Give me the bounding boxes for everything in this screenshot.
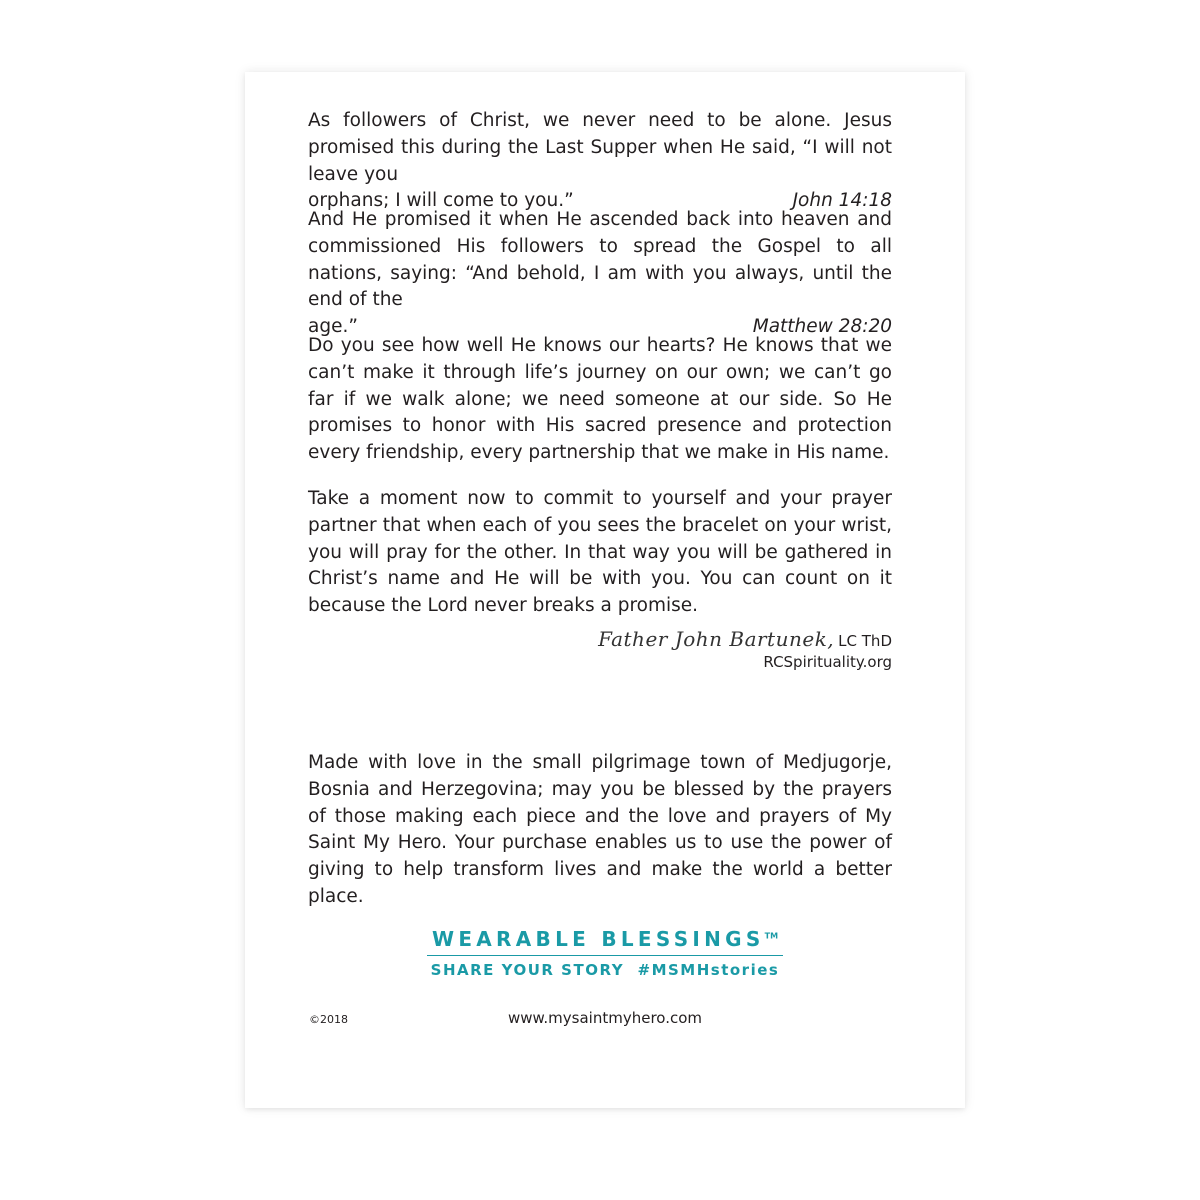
paragraph-last-line: age.”	[308, 316, 358, 338]
paragraph-text: And He promised it when He ascended back into heaven and commissioned His followers to spread the Gospel to all nations, saying: “And behold, I am with you always, until the end of the	[308, 209, 892, 311]
paragraph-matthew	[308, 207, 892, 341]
brand-title-text: WEARABLE BLESSINGS	[431, 927, 765, 951]
citation-john: John 14:18	[792, 190, 892, 212]
brand-divider	[427, 955, 783, 956]
about-paragraph: Made with love in the small pilgrimage town of Medjugorje, Bosnia and Herzegovina; may you be blessed by the prayers of those making each piece and the love and prayers of My Saint My Hero. Your purchase enables us to use the power of giving to help transform lives and make the world a better place.	[308, 752, 892, 907]
paragraph-john	[308, 108, 892, 215]
copyright: ©2018	[309, 1013, 348, 1026]
trademark-mark: TM	[764, 931, 779, 941]
paragraph-last-line: orphans; I will come to you.”	[308, 190, 574, 212]
brand-title	[432, 927, 778, 955]
paragraph-text: As followers of Christ, we never need to be alone. Jesus promised this during the Last Supper when He said, “I will not leave you	[308, 110, 892, 185]
prayer-card	[245, 72, 965, 1108]
signature-website: RCSpirituality.org	[763, 653, 892, 671]
signature-block	[308, 627, 892, 671]
website-url: www.mysaintmyhero.com	[507, 1009, 703, 1027]
brand-block	[245, 927, 965, 979]
paragraph-hearts: Do you see how well He knows our hearts? He knows that we can’t make it through life’s journey on our own; we can’t go far if we walk alone; we need someone at our side. So He promises to honor with His sacred presence and protection every friendship, every partnership that we make in His name.	[308, 335, 892, 464]
paragraph-commit: Take a moment now to commit to yourself and your prayer partner that when each of you sees the bracelet on your wrist, you will pray for the other. In that way you will be gathered in Christ’s name and He will be with you. You can count on it because the Lord never breaks a promise.	[308, 488, 892, 617]
signature-credentials: LC ThD	[838, 632, 892, 650]
signature: Father John Bartunek,	[598, 627, 835, 651]
citation-matthew: Matthew 28:20	[752, 316, 892, 338]
signature-line	[308, 627, 892, 651]
brand-tagline: SHARE YOUR STORY #MSMHstories	[430, 961, 780, 979]
